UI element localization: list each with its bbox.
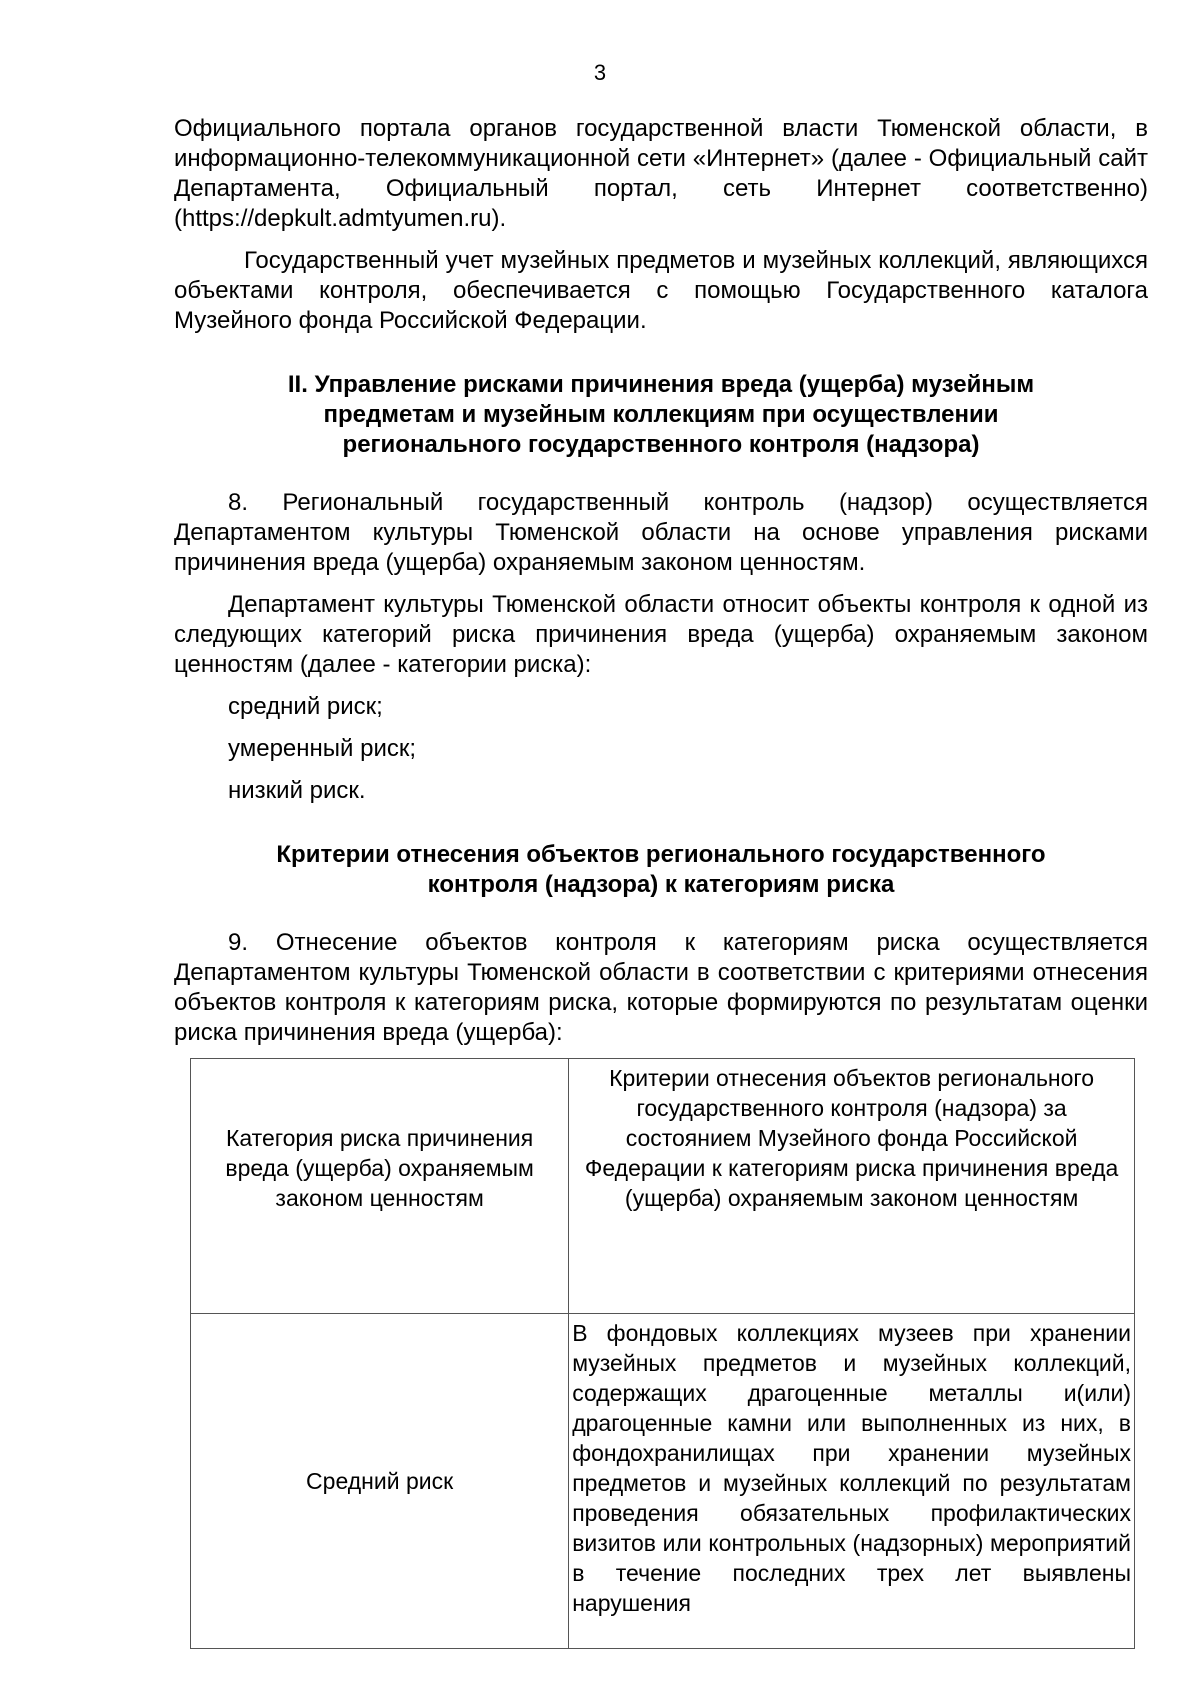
paragraph-8: 8. Региональный государственный контроль (надзор) осуществляется Департаментом культуры Тюменской области на основе управления рисками причинения вреда (ущерба) охраняемым законом ценностям. [174, 489, 1148, 576]
list-item-low-risk: низкий риск. [228, 777, 366, 804]
list-item-moderate-risk: умеренный риск; [228, 735, 417, 762]
section-heading-risk-management: II. Управление рисками причинения вреда (ущерба) музейным предметам и музейным коллекциям при осуществлении регионального государственного контроля (надзора) [287, 371, 1035, 458]
paragraph-catalog: Государственный учет музейных предметов и музейных коллекций, являющихся объектами контроля, обеспечивается с помощью Государственного каталога Музейного фонда Российской Федерации. [174, 247, 1148, 334]
table-cell-category: Средний риск [191, 1314, 569, 1649]
risk-criteria-table [190, 1058, 1135, 1649]
document-body [174, 114, 1148, 1649]
table-row [191, 1314, 1135, 1649]
table-header-category: Категория риска причинения вреда (ущерба) охраняемым законом ценностям [191, 1059, 569, 1314]
paragraph-portal: Официального портала органов государственной власти Тюменской области, в информационно-телекоммуникационной сети «Интернет» (далее - Официальный сайт Департамента, Официальный портал, сеть Интернет соответственно) (https://depkult.admtyumen.ru). [174, 115, 1148, 232]
page-number: 3 [593, 60, 607, 85]
paragraph-categories-intro: Департамент культуры Тюменской области относит объекты контроля к одной из следующих категорий риска причинения вреда (ущерба) охраняемым законом ценностям (далее - категории риска): [174, 591, 1148, 678]
table-cell-criteria: В фондовых коллекциях музеев при хранении музейных предметов и музейных коллекций, содержащих драгоценные металлы и(или) драгоценные камни или выполненных из них, в фондохранилищах при хранении музейных предметов и музейных коллекций по результатам проведения обязательных профилактических визитов или контрольных (надзорных) мероприятий в течение последних трех лет выявлены нарушения [569, 1314, 1135, 1649]
criteria-heading: Критерии отнесения объектов регионального государственного контроля (надзора) к категориям риска [276, 841, 1046, 898]
table-header-row [191, 1059, 1135, 1314]
list-item-medium-risk: средний риск; [228, 693, 383, 720]
paragraph-9: 9. Отнесение объектов контроля к категориям риска осуществляется Департаментом культуры Тюменской области в соответствии с критериями отнесения объектов контроля к категориям риска, которые формируются по результатам оценки риска причинения вреда (ущерба): [174, 929, 1148, 1046]
table-header-criteria: Критерии отнесения объектов регионального государственного контроля (надзора) за состоянием Музейного фонда Российской Федерации к категориям риска причинения вреда (ущерба) охраняемым законом ценностям [569, 1059, 1135, 1314]
